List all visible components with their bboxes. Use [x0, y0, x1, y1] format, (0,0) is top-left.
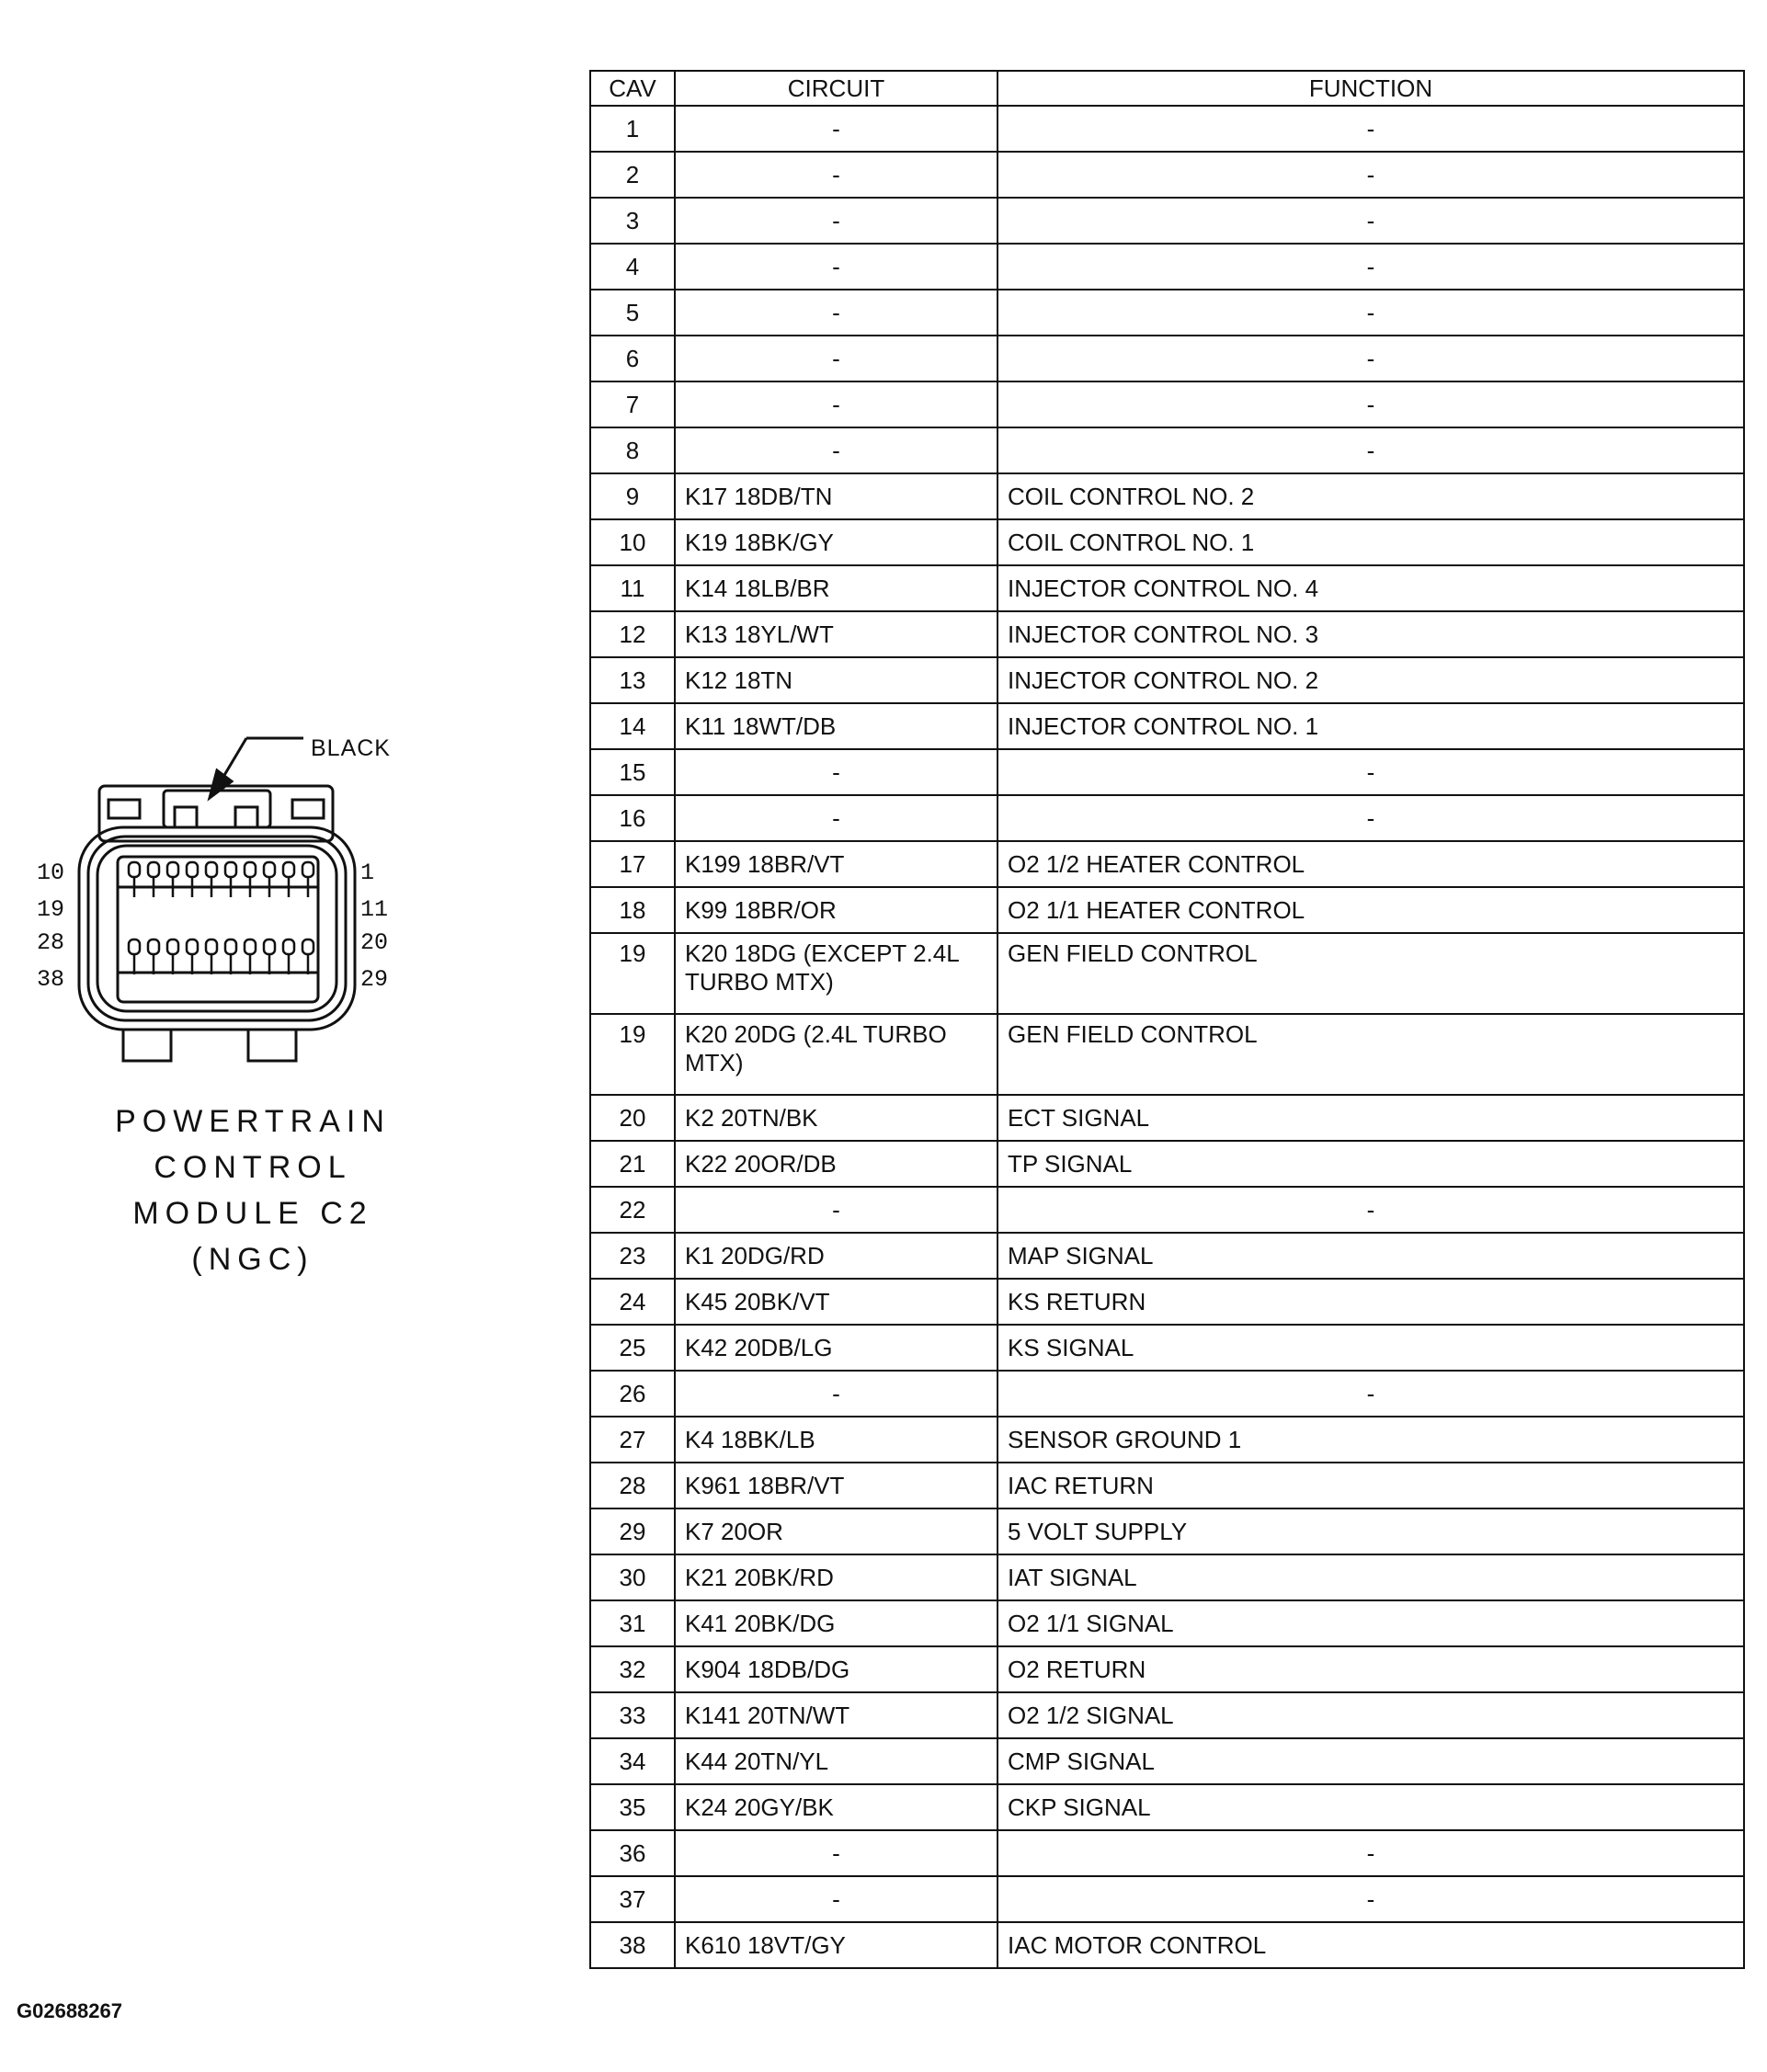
pinout-table: [589, 70, 1745, 1969]
pin-cavity: [264, 939, 275, 954]
pin-label-left: 38: [37, 966, 65, 993]
table-row: [590, 198, 1744, 244]
circuit-cell: K24 20GY/BK: [675, 1784, 998, 1830]
table-row: [590, 244, 1744, 290]
pin-label-left: 19: [37, 896, 65, 923]
cav-cell: 24: [590, 1279, 675, 1325]
table-row: [590, 1279, 1744, 1325]
cav-cell: 30: [590, 1554, 675, 1600]
pin-cavity: [283, 862, 294, 877]
pin-label-right: 20: [360, 929, 389, 956]
function-cell: IAC RETURN: [998, 1463, 1744, 1508]
pin-cavity: [129, 939, 140, 954]
table-row: [590, 1692, 1744, 1738]
pin-cavity: [206, 862, 217, 877]
table-row: [590, 841, 1744, 887]
cav-cell: 22: [590, 1187, 675, 1233]
connector-color-label: BLACK: [311, 735, 391, 761]
function-cell: COIL CONTROL NO. 2: [998, 473, 1744, 519]
circuit-cell: K141 20TN/WT: [675, 1692, 998, 1738]
cav-cell: 3: [590, 198, 675, 244]
function-cell: O2 1/1 HEATER CONTROL: [998, 887, 1744, 933]
table-row: [590, 749, 1744, 795]
table-row: [590, 795, 1744, 841]
function-cell: INJECTOR CONTROL NO. 1: [998, 703, 1744, 749]
circuit-cell: -: [675, 152, 998, 198]
cav-cell: 34: [590, 1738, 675, 1784]
function-cell: -: [998, 336, 1744, 381]
header-circuit: CIRCUIT: [675, 71, 998, 106]
cav-cell: 4: [590, 244, 675, 290]
cav-cell: 10: [590, 519, 675, 565]
pin-cavity: [187, 862, 198, 877]
pin-cavity: [245, 939, 256, 954]
pin-label-left: 28: [37, 929, 65, 956]
function-cell: IAC MOTOR CONTROL: [998, 1922, 1744, 1968]
pin-cavity: [225, 939, 236, 954]
cav-cell: 6: [590, 336, 675, 381]
cav-cell: 21: [590, 1141, 675, 1187]
pin-cavity: [148, 862, 159, 877]
module-title: [37, 1099, 469, 1282]
pin-cavity: [129, 862, 140, 877]
circuit-cell: -: [675, 336, 998, 381]
circuit-cell: K961 18BR/VT: [675, 1463, 998, 1508]
table-row: [590, 1554, 1744, 1600]
function-cell: -: [998, 795, 1744, 841]
circuit-cell: -: [675, 198, 998, 244]
arrow-head: [210, 770, 232, 798]
function-cell: -: [998, 290, 1744, 336]
table-row: [590, 1830, 1744, 1876]
circuit-cell: K42 20DB/LG: [675, 1325, 998, 1371]
cav-cell: 31: [590, 1600, 675, 1646]
cav-cell: 7: [590, 381, 675, 427]
circuit-cell: K12 18TN: [675, 657, 998, 703]
function-cell: -: [998, 1187, 1744, 1233]
table-row: [590, 1463, 1744, 1508]
pin-label-left: 10: [37, 860, 65, 886]
cav-cell: 29: [590, 1508, 675, 1554]
pin-label-right: 1: [360, 860, 375, 886]
circuit-cell: -: [675, 1371, 998, 1417]
pin-label-right: 29: [360, 966, 389, 993]
module-title-line: POWERTRAIN: [115, 1104, 391, 1139]
circuit-cell: -: [675, 244, 998, 290]
figure-id: G02688267: [17, 1999, 122, 2022]
table-row: [590, 933, 1744, 1014]
function-cell: -: [998, 106, 1744, 152]
table-row: [590, 1508, 1744, 1554]
circuit-cell: K11 18WT/DB: [675, 703, 998, 749]
cav-cell: 16: [590, 795, 675, 841]
circuit-cell: -: [675, 290, 998, 336]
table-row: [590, 427, 1744, 473]
cav-cell: 33: [590, 1692, 675, 1738]
table-row: [590, 611, 1744, 657]
table-row: [590, 473, 1744, 519]
table-row: [590, 519, 1744, 565]
function-cell: INJECTOR CONTROL NO. 4: [998, 565, 1744, 611]
function-cell: TP SIGNAL: [998, 1141, 1744, 1187]
pin-cavity: [167, 862, 178, 877]
table-row: [590, 336, 1744, 381]
cav-cell: 20: [590, 1095, 675, 1141]
pin-cavity: [283, 939, 294, 954]
pin-label-right: 11: [360, 896, 389, 923]
cav-cell: 8: [590, 427, 675, 473]
function-cell: ECT SIGNAL: [998, 1095, 1744, 1141]
module-title-line: CONTROL: [154, 1150, 352, 1185]
table-row: [590, 1738, 1744, 1784]
circuit-cell: K45 20BK/VT: [675, 1279, 998, 1325]
pin-cavity: [187, 939, 198, 954]
circuit-cell: -: [675, 1187, 998, 1233]
header-function: FUNCTION: [998, 71, 1744, 106]
cav-cell: 2: [590, 152, 675, 198]
function-cell: -: [998, 381, 1744, 427]
cav-cell: 17: [590, 841, 675, 887]
cav-cell: 11: [590, 565, 675, 611]
cav-cell: 19: [590, 933, 675, 1014]
cav-cell: 14: [590, 703, 675, 749]
header-cav: CAV: [590, 71, 675, 106]
function-cell: O2 1/1 SIGNAL: [998, 1600, 1744, 1646]
circuit-cell: K99 18BR/OR: [675, 887, 998, 933]
circuit-cell: K17 18DB/TN: [675, 473, 998, 519]
circuit-cell: K2 20TN/BK: [675, 1095, 998, 1141]
table-row: [590, 152, 1744, 198]
table-body: [590, 106, 1744, 1968]
table-row: [590, 381, 1744, 427]
table-row: [590, 1417, 1744, 1463]
function-cell: INJECTOR CONTROL NO. 3: [998, 611, 1744, 657]
circuit-cell: K20 20DG (2.4L TURBO MTX): [675, 1014, 998, 1095]
table-row: [590, 1646, 1744, 1692]
table-row: [590, 1095, 1744, 1141]
function-cell: -: [998, 427, 1744, 473]
function-cell: -: [998, 749, 1744, 795]
circuit-cell: K14 18LB/BR: [675, 565, 998, 611]
function-cell: KS RETURN: [998, 1279, 1744, 1325]
function-cell: -: [998, 1371, 1744, 1417]
pin-cavity: [206, 939, 217, 954]
circuit-cell: K41 20BK/DG: [675, 1600, 998, 1646]
module-title-line: MODULE C2: [132, 1196, 373, 1231]
pin-cavity: [302, 862, 314, 877]
circuit-cell: K44 20TN/YL: [675, 1738, 998, 1784]
cav-cell: 12: [590, 611, 675, 657]
function-cell: -: [998, 152, 1744, 198]
table-row: [590, 1784, 1744, 1830]
pin-cavity: [167, 939, 178, 954]
circuit-cell: K21 20BK/RD: [675, 1554, 998, 1600]
circuit-cell: -: [675, 106, 998, 152]
circuit-cell: K4 18BK/LB: [675, 1417, 998, 1463]
cav-cell: 23: [590, 1233, 675, 1279]
cav-cell: 15: [590, 749, 675, 795]
circuit-cell: -: [675, 1830, 998, 1876]
table-row: [590, 1600, 1744, 1646]
function-cell: MAP SIGNAL: [998, 1233, 1744, 1279]
cav-cell: 27: [590, 1417, 675, 1463]
cav-cell: 9: [590, 473, 675, 519]
function-cell: KS SIGNAL: [998, 1325, 1744, 1371]
cav-cell: 32: [590, 1646, 675, 1692]
cav-cell: 36: [590, 1830, 675, 1876]
cav-cell: 37: [590, 1876, 675, 1922]
table-row: [590, 1371, 1744, 1417]
table-row: [590, 1922, 1744, 1968]
function-cell: O2 RETURN: [998, 1646, 1744, 1692]
table-row: [590, 703, 1744, 749]
function-cell: GEN FIELD CONTROL: [998, 1014, 1744, 1095]
function-cell: CMP SIGNAL: [998, 1738, 1744, 1784]
function-cell: CKP SIGNAL: [998, 1784, 1744, 1830]
pin-cavities: [129, 862, 314, 974]
function-cell: 5 VOLT SUPPLY: [998, 1508, 1744, 1554]
cav-cell: 13: [590, 657, 675, 703]
circuit-cell: K20 18DG (EXCEPT 2.4L TURBO MTX): [675, 933, 998, 1014]
function-cell: -: [998, 244, 1744, 290]
function-cell: COIL CONTROL NO. 1: [998, 519, 1744, 565]
pin-cavity: [245, 862, 256, 877]
function-cell: IAT SIGNAL: [998, 1554, 1744, 1600]
table-row: [590, 106, 1744, 152]
cav-cell: 19: [590, 1014, 675, 1095]
table-header-row: [590, 71, 1744, 106]
function-cell: SENSOR GROUND 1: [998, 1417, 1744, 1463]
table-row: [590, 1876, 1744, 1922]
circuit-cell: K7 20OR: [675, 1508, 998, 1554]
function-cell: O2 1/2 SIGNAL: [998, 1692, 1744, 1738]
pin-cavity: [225, 862, 236, 877]
circuit-cell: -: [675, 749, 998, 795]
circuit-cell: K610 18VT/GY: [675, 1922, 998, 1968]
pin-cavity: [264, 862, 275, 877]
table-row: [590, 565, 1744, 611]
circuit-cell: K1 20DG/RD: [675, 1233, 998, 1279]
cav-cell: 18: [590, 887, 675, 933]
table-row: [590, 1141, 1744, 1187]
circuit-cell: K199 18BR/VT: [675, 841, 998, 887]
cav-cell: 1: [590, 106, 675, 152]
cav-cell: 26: [590, 1371, 675, 1417]
table-row: [590, 1325, 1744, 1371]
circuit-cell: K19 18BK/GY: [675, 519, 998, 565]
circuit-cell: K904 18DB/DG: [675, 1646, 998, 1692]
circuit-cell: -: [675, 427, 998, 473]
table-row: [590, 657, 1744, 703]
cav-cell: 35: [590, 1784, 675, 1830]
function-cell: -: [998, 198, 1744, 244]
table-row: [590, 290, 1744, 336]
table-row: [590, 1187, 1744, 1233]
table-row: [590, 887, 1744, 933]
pin-cavity: [302, 939, 314, 954]
cav-cell: 25: [590, 1325, 675, 1371]
circuit-cell: -: [675, 381, 998, 427]
circuit-cell: K22 20OR/DB: [675, 1141, 998, 1187]
table-row: [590, 1014, 1744, 1095]
function-cell: -: [998, 1876, 1744, 1922]
cav-cell: 5: [590, 290, 675, 336]
table-row: [590, 1233, 1744, 1279]
circuit-cell: K13 18YL/WT: [675, 611, 998, 657]
function-cell: -: [998, 1830, 1744, 1876]
module-title-line: (NGC): [191, 1242, 314, 1277]
function-cell: INJECTOR CONTROL NO. 2: [998, 657, 1744, 703]
circuit-cell: -: [675, 1876, 998, 1922]
cav-cell: 38: [590, 1922, 675, 1968]
cav-cell: 28: [590, 1463, 675, 1508]
pin-cavity: [148, 939, 159, 954]
function-cell: GEN FIELD CONTROL: [998, 933, 1744, 1014]
circuit-cell: -: [675, 795, 998, 841]
function-cell: O2 1/2 HEATER CONTROL: [998, 841, 1744, 887]
